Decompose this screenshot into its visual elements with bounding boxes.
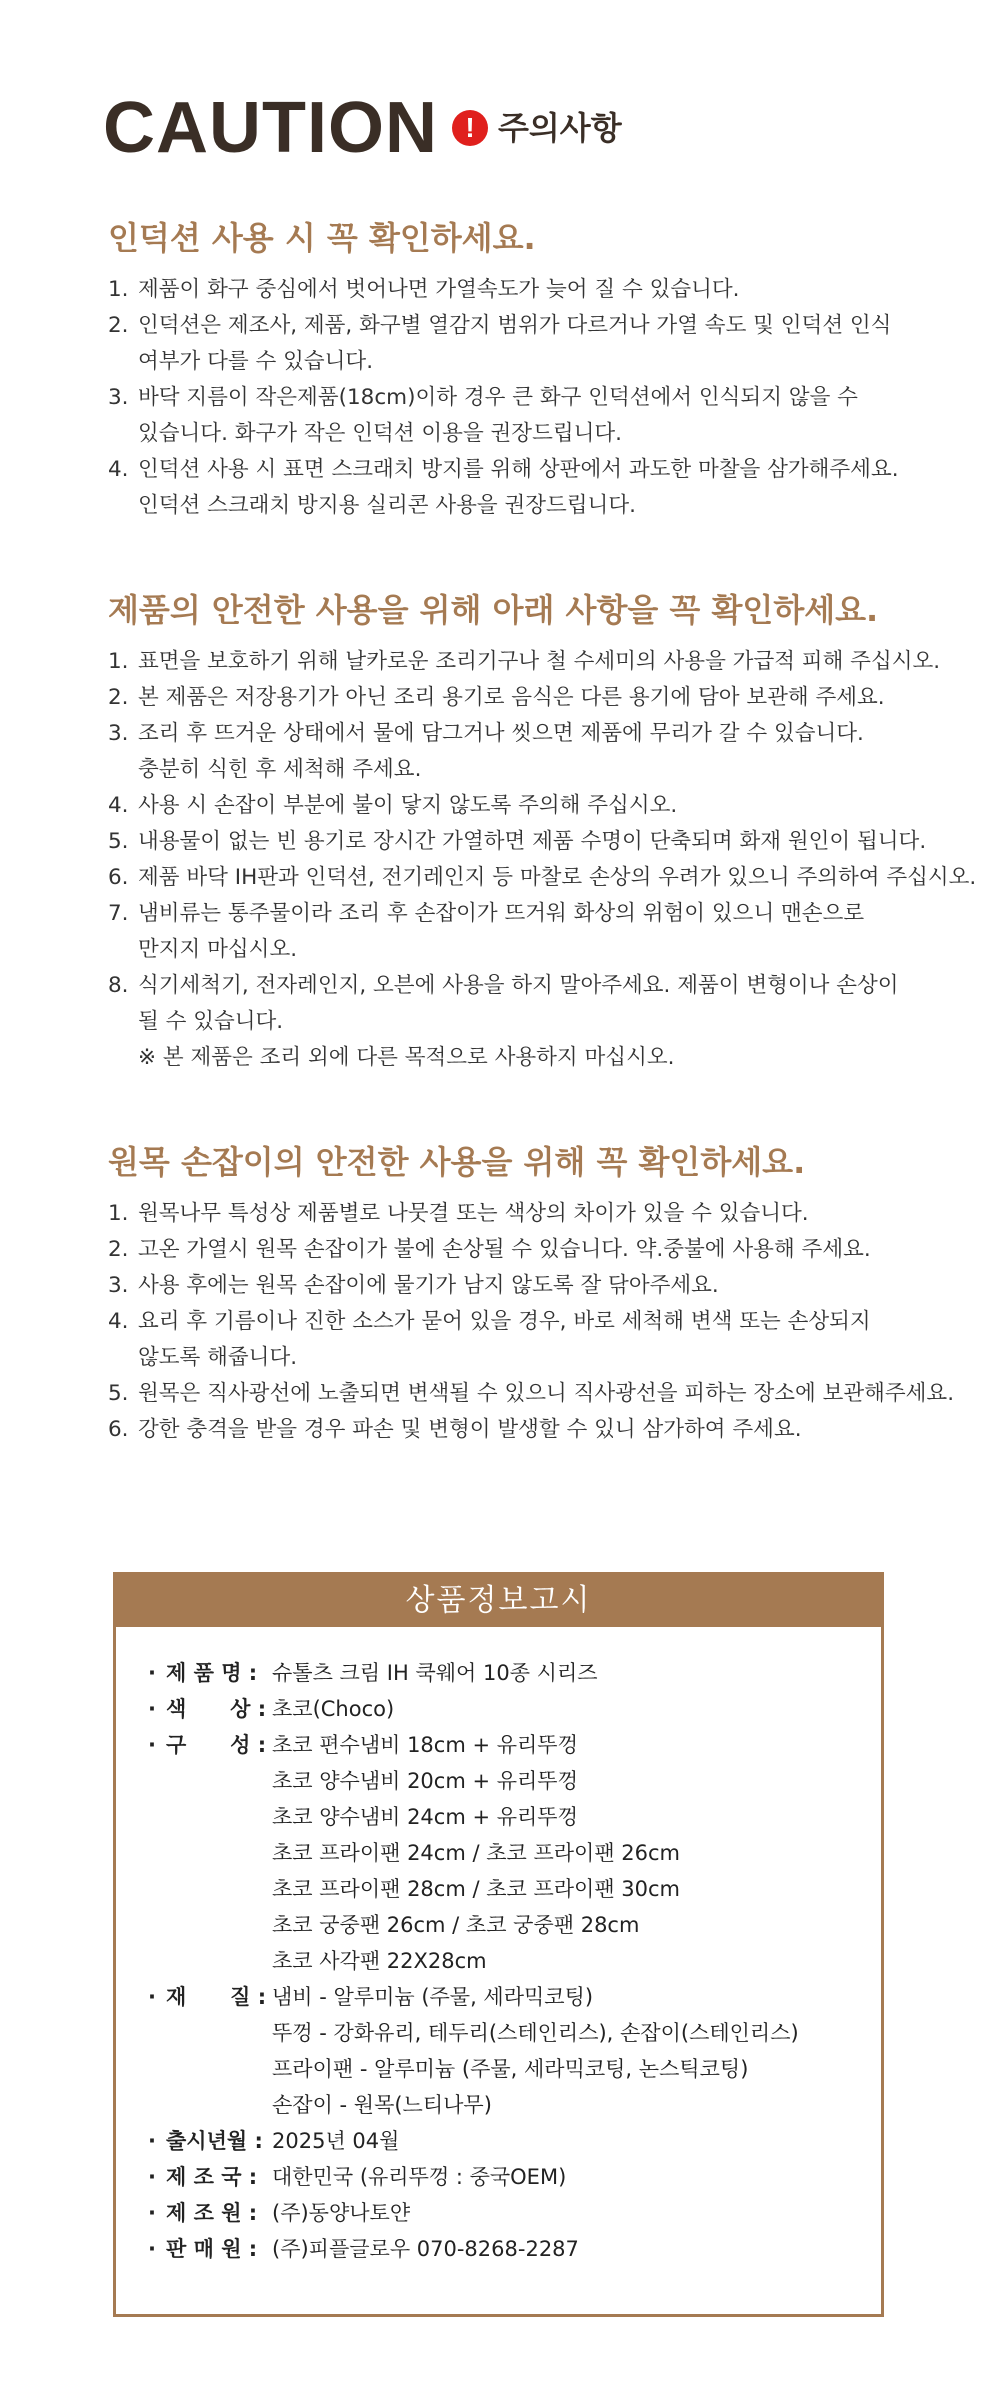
item-number: 5. xyxy=(108,829,129,854)
item-text: 사용 시 손잡이 부분에 불이 닿지 않도록 주의해 주십시오. xyxy=(138,793,678,818)
item-number: 1. xyxy=(108,1201,129,1226)
item-number: 1. xyxy=(108,649,129,674)
list-item xyxy=(108,896,988,968)
info-values xyxy=(272,1655,598,1691)
list-item xyxy=(108,860,988,896)
info-key: 색 상 : xyxy=(166,1697,267,1721)
bullet-icon: · xyxy=(148,2201,156,2225)
item-number: 6. xyxy=(108,865,129,890)
item-text: 식기세척기, 전자레인지, 오븐에 사용을 하지 말아주세요. 제품이 변형이나 손상이 될 수 있습니다. xyxy=(138,973,899,1034)
info-values xyxy=(272,2123,399,2159)
info-row xyxy=(148,2123,799,2159)
info-value: 대한민국 (유리뚜껑 : 중국OEM) xyxy=(272,2165,567,2189)
bullet-icon: · xyxy=(148,2237,156,2261)
item-number: 6. xyxy=(108,1417,129,1442)
info-key: 재 질 : xyxy=(166,1985,267,2009)
item-number: 4. xyxy=(108,1309,129,1334)
info-value: 냄비 - 알루미늄 (주물, 세라믹코팅) xyxy=(272,1985,594,2009)
caution-title: CAUTION xyxy=(103,88,438,168)
info-value: 초코 편수냄비 18cm + 유리뚜껑 xyxy=(272,1733,578,1757)
section-title: 제품의 안전한 사용을 위해 아래 사항을 꼭 확인하세요. xyxy=(108,591,879,629)
caution-subtitle: 주의사항 xyxy=(497,109,622,147)
item-number: 3. xyxy=(108,721,129,746)
wood-handle-section xyxy=(108,1140,988,1448)
info-value: 프라이팬 - 알루미늄 (주물, 세라믹코팅, 논스틱코팅) xyxy=(272,2057,749,2081)
bullet-icon: · xyxy=(148,2165,156,2189)
info-key: 판 매 원 : xyxy=(166,2237,258,2261)
info-value: 뚜껑 - 강화유리, 테두리(스테인리스), 손잡이(스테인리스) xyxy=(272,2021,799,2045)
info-row xyxy=(148,1979,799,2123)
item-text: 인덕션 사용 시 표면 스크래치 방지를 위해 상판에서 과도한 마찰을 삼가해주세요. 인덕션 스크래치 방지용 실리콘 사용을 권장드립니다. xyxy=(138,457,899,518)
safety-section xyxy=(108,588,988,1076)
exclamation-icon: ! xyxy=(452,110,488,146)
list-item xyxy=(108,452,988,524)
item-number: 4. xyxy=(108,793,129,818)
info-value: 초코 양수냄비 24cm + 유리뚜껑 xyxy=(272,1805,578,1829)
info-value: 손잡이 - 원목(느티나무) xyxy=(272,2093,492,2117)
info-row xyxy=(148,2195,799,2231)
bullet-icon: · xyxy=(148,1985,156,2009)
induction-section xyxy=(108,216,988,524)
info-value: 초코 프라이팬 24cm / 초코 프라이팬 26cm xyxy=(272,1841,681,1865)
item-number: 3. xyxy=(108,1273,129,1298)
wood-handle-list xyxy=(108,1196,988,1448)
item-number: 7. xyxy=(108,901,129,926)
item-number: 5. xyxy=(108,1381,129,1406)
info-value: (주)동양나토얀 xyxy=(272,2201,411,2225)
list-item xyxy=(108,1196,988,1232)
item-text: 요리 후 기름이나 진한 소스가 묻어 있을 경우, 바로 세척해 변색 또는 손상되지 않도록 해줍니다. xyxy=(138,1309,871,1370)
info-value: 초코 사각팬 22X28cm xyxy=(272,1949,487,1973)
item-text: 제품이 화구 중심에서 벗어나면 가열속도가 늦어 질 수 있습니다. xyxy=(138,277,740,302)
info-row xyxy=(148,1655,799,1691)
item-text: 강한 충격을 받을 경우 파손 및 변형이 발생할 수 있니 삼가하여 주세요. xyxy=(138,1417,802,1442)
info-key: 출시년월 : xyxy=(166,2129,263,2153)
list-item xyxy=(108,680,988,716)
item-number: 2. xyxy=(108,313,129,338)
info-key: 제 품 명 : xyxy=(166,1661,258,1685)
info-row xyxy=(148,2231,799,2267)
caution-header xyxy=(103,88,622,168)
list-item xyxy=(108,1376,988,1412)
list-item xyxy=(108,716,988,788)
list-item xyxy=(108,1412,988,1448)
list-item xyxy=(108,308,988,380)
item-text: 인덕션은 제조사, 제품, 화구별 열감지 범위가 다르거나 가열 속도 및 인덕션 인식 여부가 다를 수 있습니다. xyxy=(138,313,892,374)
section-title: 원목 손잡이의 안전한 사용을 위해 꼭 확인하세요. xyxy=(108,1143,806,1181)
item-text: 표면을 보호하기 위해 날카로운 조리기구나 철 수세미의 사용을 가급적 피해 주십시오. xyxy=(138,649,941,674)
item-number: 2. xyxy=(108,1237,129,1262)
item-text: 본 제품은 저장용기가 아닌 조리 용기로 음식은 다른 용기에 담아 보관해 주세요. xyxy=(138,685,885,710)
item-text: 냄비류는 통주물이라 조리 후 손잡이가 뜨거워 화상의 위험이 있으니 맨손으로 만지지 마십시오. xyxy=(138,901,865,962)
item-number: 4. xyxy=(108,457,129,482)
safety-list xyxy=(108,644,988,1040)
info-row xyxy=(148,1727,799,1979)
product-info-rows xyxy=(148,1655,799,2267)
item-text: 내용물이 없는 빈 용기로 장시간 가열하면 제품 수명이 단축되며 화재 원인이 됩니다. xyxy=(138,829,927,854)
item-text: 제품 바닥 IH판과 인덕션, 전기레인지 등 마찰로 손상의 우려가 있으니 주의하여 주십시오. xyxy=(138,865,977,890)
info-value: 2025년 04월 xyxy=(272,2129,400,2153)
item-number: 3. xyxy=(108,385,129,410)
list-item xyxy=(108,380,988,452)
section-title: 인덕션 사용 시 꼭 확인하세요. xyxy=(108,219,536,257)
info-value: 슈톨츠 크림 IH 쿡웨어 10종 시리즈 xyxy=(272,1661,598,1685)
info-row xyxy=(148,2159,799,2195)
product-info-title: 상품정보고시 xyxy=(116,1575,881,1627)
list-item xyxy=(108,1268,988,1304)
info-value: 초코 양수냄비 20cm + 유리뚜껑 xyxy=(272,1769,578,1793)
list-item xyxy=(108,968,988,1040)
info-key: 구 성 : xyxy=(166,1733,267,1757)
info-key: 제 조 국 : xyxy=(166,2165,258,2189)
product-info-box xyxy=(113,1572,884,2317)
list-item xyxy=(108,1304,988,1376)
item-number: 8. xyxy=(108,973,129,998)
info-value: 초코 프라이팬 28cm / 초코 프라이팬 30cm xyxy=(272,1877,681,1901)
item-text: 조리 후 뜨거운 상태에서 물에 담그거나 씻으면 제품에 무리가 갈 수 있습니다. 충분히 식힌 후 세척해 주세요. xyxy=(138,721,864,782)
info-values xyxy=(272,1691,394,1727)
bullet-icon: · xyxy=(148,1661,156,1685)
list-item xyxy=(108,272,988,308)
bullet-icon: · xyxy=(148,2129,156,2153)
item-number: 1. xyxy=(108,277,129,302)
info-value: 초코 궁중팬 26cm / 초코 궁중팬 28cm xyxy=(272,1913,640,1937)
info-key: 제 조 원 : xyxy=(166,2201,258,2225)
bullet-icon: · xyxy=(148,1733,156,1757)
bullet-icon: · xyxy=(148,1697,156,1721)
item-text: 원목은 직사광선에 노출되면 변색될 수 있으니 직사광선을 피하는 장소에 보관해주세요. xyxy=(138,1381,955,1406)
safety-note: ※ 본 제품은 조리 외에 다른 목적으로 사용하지 마십시오. xyxy=(138,1045,675,1070)
list-item xyxy=(108,788,988,824)
list-item xyxy=(108,1232,988,1268)
info-values xyxy=(272,2195,410,2231)
item-text: 바닥 지름이 작은제품(18cm)이하 경우 큰 화구 인덕션에서 인식되지 않을 수 있습니다. 화구가 작은 인덕션 이용을 권장드립니다. xyxy=(138,385,858,446)
info-value: (주)피플글로우 070-8268-2287 xyxy=(272,2237,579,2261)
info-values xyxy=(272,1727,680,1979)
item-text: 고온 가열시 원목 손잡이가 불에 손상될 수 있습니다. 약.중불에 사용해 주세요. xyxy=(138,1237,871,1262)
list-item xyxy=(108,824,988,860)
item-number: 2. xyxy=(108,685,129,710)
induction-list xyxy=(108,272,988,524)
list-item xyxy=(108,644,988,680)
item-text: 원목나무 특성상 제품별로 나뭇결 또는 색상의 차이가 있을 수 있습니다. xyxy=(138,1201,809,1226)
info-values xyxy=(272,2159,566,2195)
item-text: 사용 후에는 원목 손잡이에 물기가 남지 않도록 잘 닦아주세요. xyxy=(138,1273,719,1298)
info-value: 초코(Choco) xyxy=(272,1697,395,1721)
info-row xyxy=(148,1691,799,1727)
info-values xyxy=(272,1979,799,2123)
info-values xyxy=(272,2231,579,2267)
